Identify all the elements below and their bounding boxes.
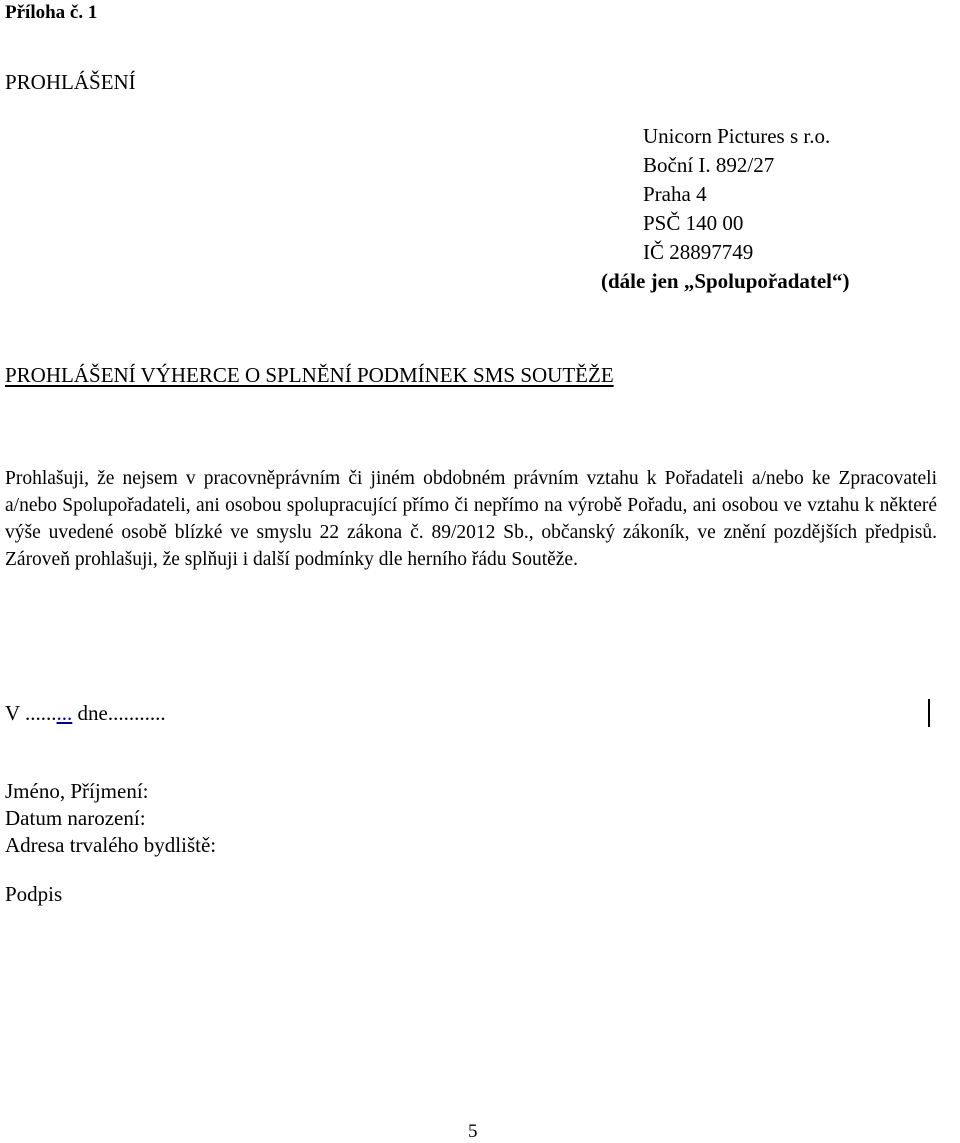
place-prefix: V ...... (5, 701, 57, 725)
company-address-block (601, 122, 850, 296)
field-address-label: Adresa trvalého bydliště: (5, 833, 217, 857)
place-date-line (5, 701, 166, 726)
page-number: 5 (468, 1121, 478, 1142)
document-heading: PROHLÁŠENÍ VÝHERCE O SPLNĚNÍ PODMÍNEK SMS SOUTĚŽE (5, 363, 614, 387)
company-alias: (dále jen „Spolupořadatel“) (601, 269, 850, 293)
company-name: Unicorn Pictures s r.o. (643, 124, 831, 148)
place-underlined-dots[interactable]: ... (56, 701, 73, 725)
field-name-label: Jméno, Příjmení: (5, 779, 149, 803)
signature-label: Podpis (5, 882, 63, 906)
company-zip: PSČ 140 00 (643, 211, 744, 235)
annex-label: Příloha č. 1 (5, 2, 98, 23)
date-suffix: dne........... (72, 701, 166, 725)
text-cursor (928, 699, 930, 727)
company-ico: IČ 28897749 (643, 240, 754, 264)
declaration-body: Prohlašuji, že nejsem v pracovněprávním či jiném obdobném právním vztahu k Pořadateli a/nebo ke Zpracovateli a/nebo Spolupořadateli, ani osobou spolupracující přímo či nepřímo na výrobě Pořadu, ani osobou ve vztahu k některé výše uvedené osobě blízké ve smyslu 22 zákona č. 89/2012 Sb., občanský zákoník, ve znění pozdějších předpisů. Zároveň prohlašuji, že splňuji i další podmínky dle herního řádu Soutěže. (5, 468, 937, 570)
field-birth-label: Datum narození: (5, 806, 146, 830)
company-street: Boční I. 892/27 (643, 153, 775, 177)
company-city: Praha 4 (643, 182, 707, 206)
declaration-title: PROHLÁŠENÍ (5, 70, 136, 94)
winner-fields (5, 778, 216, 859)
